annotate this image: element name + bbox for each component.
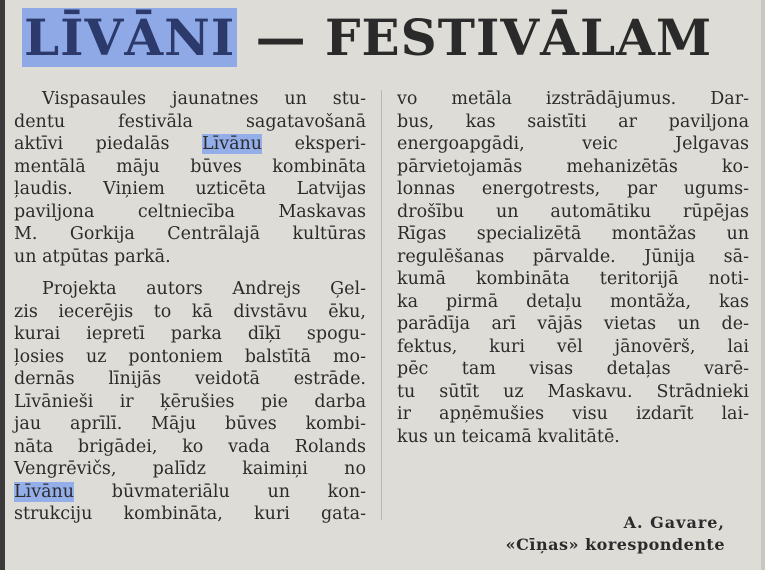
highlighted-word[interactable]: Līvānu — [14, 481, 75, 502]
author-role: «Cīņas» korespondente — [505, 535, 725, 554]
text-line: lonnas energotrests, par ugums- — [397, 179, 749, 199]
text-line: Projekta autors Andrejs Ģel- — [42, 279, 366, 299]
headline-highlight[interactable]: LĪVĀNI — [24, 8, 236, 67]
right-column — [397, 88, 749, 448]
column-divider — [381, 90, 382, 520]
text-line: mentālā māju būves kombināta — [14, 156, 366, 177]
text-line: tu sūtīt uz Maskavu. Strādnieki — [397, 381, 749, 402]
text-line: nāta brigādei, ko vada Rolands — [14, 436, 366, 457]
text-segment: būvmateriālu un kon- — [74, 481, 366, 502]
text-line: energoapgādi, veic Jelgavas — [397, 134, 749, 154]
text-line: kumā kombināta teritorijā noti- — [397, 269, 749, 289]
text-line: regulēšanas pārvalde. Jūnija sā- — [397, 246, 749, 267]
headline-rest: — FESTIVĀLAM — [237, 8, 713, 67]
text-line — [14, 481, 366, 504]
text-line: bus, kas saistīti ar paviljona — [397, 111, 749, 132]
text-line: M. Gorkija Centrālajā kultūras — [14, 224, 366, 244]
text-line: parādīja arī vājās vietas un de- — [397, 314, 749, 334]
left-column — [14, 88, 366, 526]
text-line: fektus, kuri vēl jānovērš, lai — [397, 336, 749, 357]
text-segment: aktīvi piedalās — [14, 134, 202, 154]
text-line: jau aprīlī. Māju būves kombi- — [14, 414, 366, 434]
headline — [22, 6, 752, 70]
text-line: dentu festivāla sagatavošanā — [14, 111, 366, 132]
text-line: Vispasaules jaunatnes un stu- — [42, 89, 366, 109]
text-line: vo metāla izstrādājumus. Dar- — [397, 89, 749, 109]
signature — [506, 512, 725, 556]
text-line: ļosies uz pontoniem balstītā mo- — [14, 346, 366, 367]
text-line: kurai iepretī parka dīķī spogu- — [14, 324, 366, 344]
text-line: ļaudis. Viņiem uzticēta Latvijas — [14, 179, 366, 199]
paragraph-gap — [14, 268, 366, 278]
text-line: ka pirmā detaļu montāža, kas — [397, 291, 749, 312]
text-line: Rīgas specializētā montāžas un — [397, 224, 749, 244]
text-segment: eksperi- — [262, 134, 366, 154]
text-line: Vengrēvičs, palīdz kaimiņi no — [14, 459, 366, 479]
text-line: kus un teicamā kvalitātē. — [397, 426, 620, 447]
text-line: zis iecerējis to kā divstāvu ēku, — [14, 301, 366, 322]
text-line: strukciju kombināta, kuri gata- — [14, 504, 366, 524]
text-line — [14, 133, 366, 156]
text-line: pārvietojamās mehanizētās ko- — [397, 156, 749, 177]
text-line: pēc tam visas detaļas varē- — [397, 359, 749, 379]
text-line: Līvānieši ir ķērušies pie darba — [14, 391, 366, 412]
scan-edge-left — [0, 0, 5, 570]
highlighted-word[interactable]: Līvānu — [202, 134, 263, 154]
text-line: paviljona celtniecība Maskavas — [14, 201, 366, 222]
scan-edge-right — [761, 0, 765, 570]
text-line: drošību un automātiku rūpējas — [397, 201, 749, 222]
text-line: dernās līnijās veidotā estrāde. — [14, 369, 366, 389]
text-line: un atpūtas parkā. — [14, 246, 171, 267]
author-name: A. Gavare, — [623, 513, 725, 532]
text-line: ir apņēmušies visu izdarīt lai- — [397, 404, 749, 424]
